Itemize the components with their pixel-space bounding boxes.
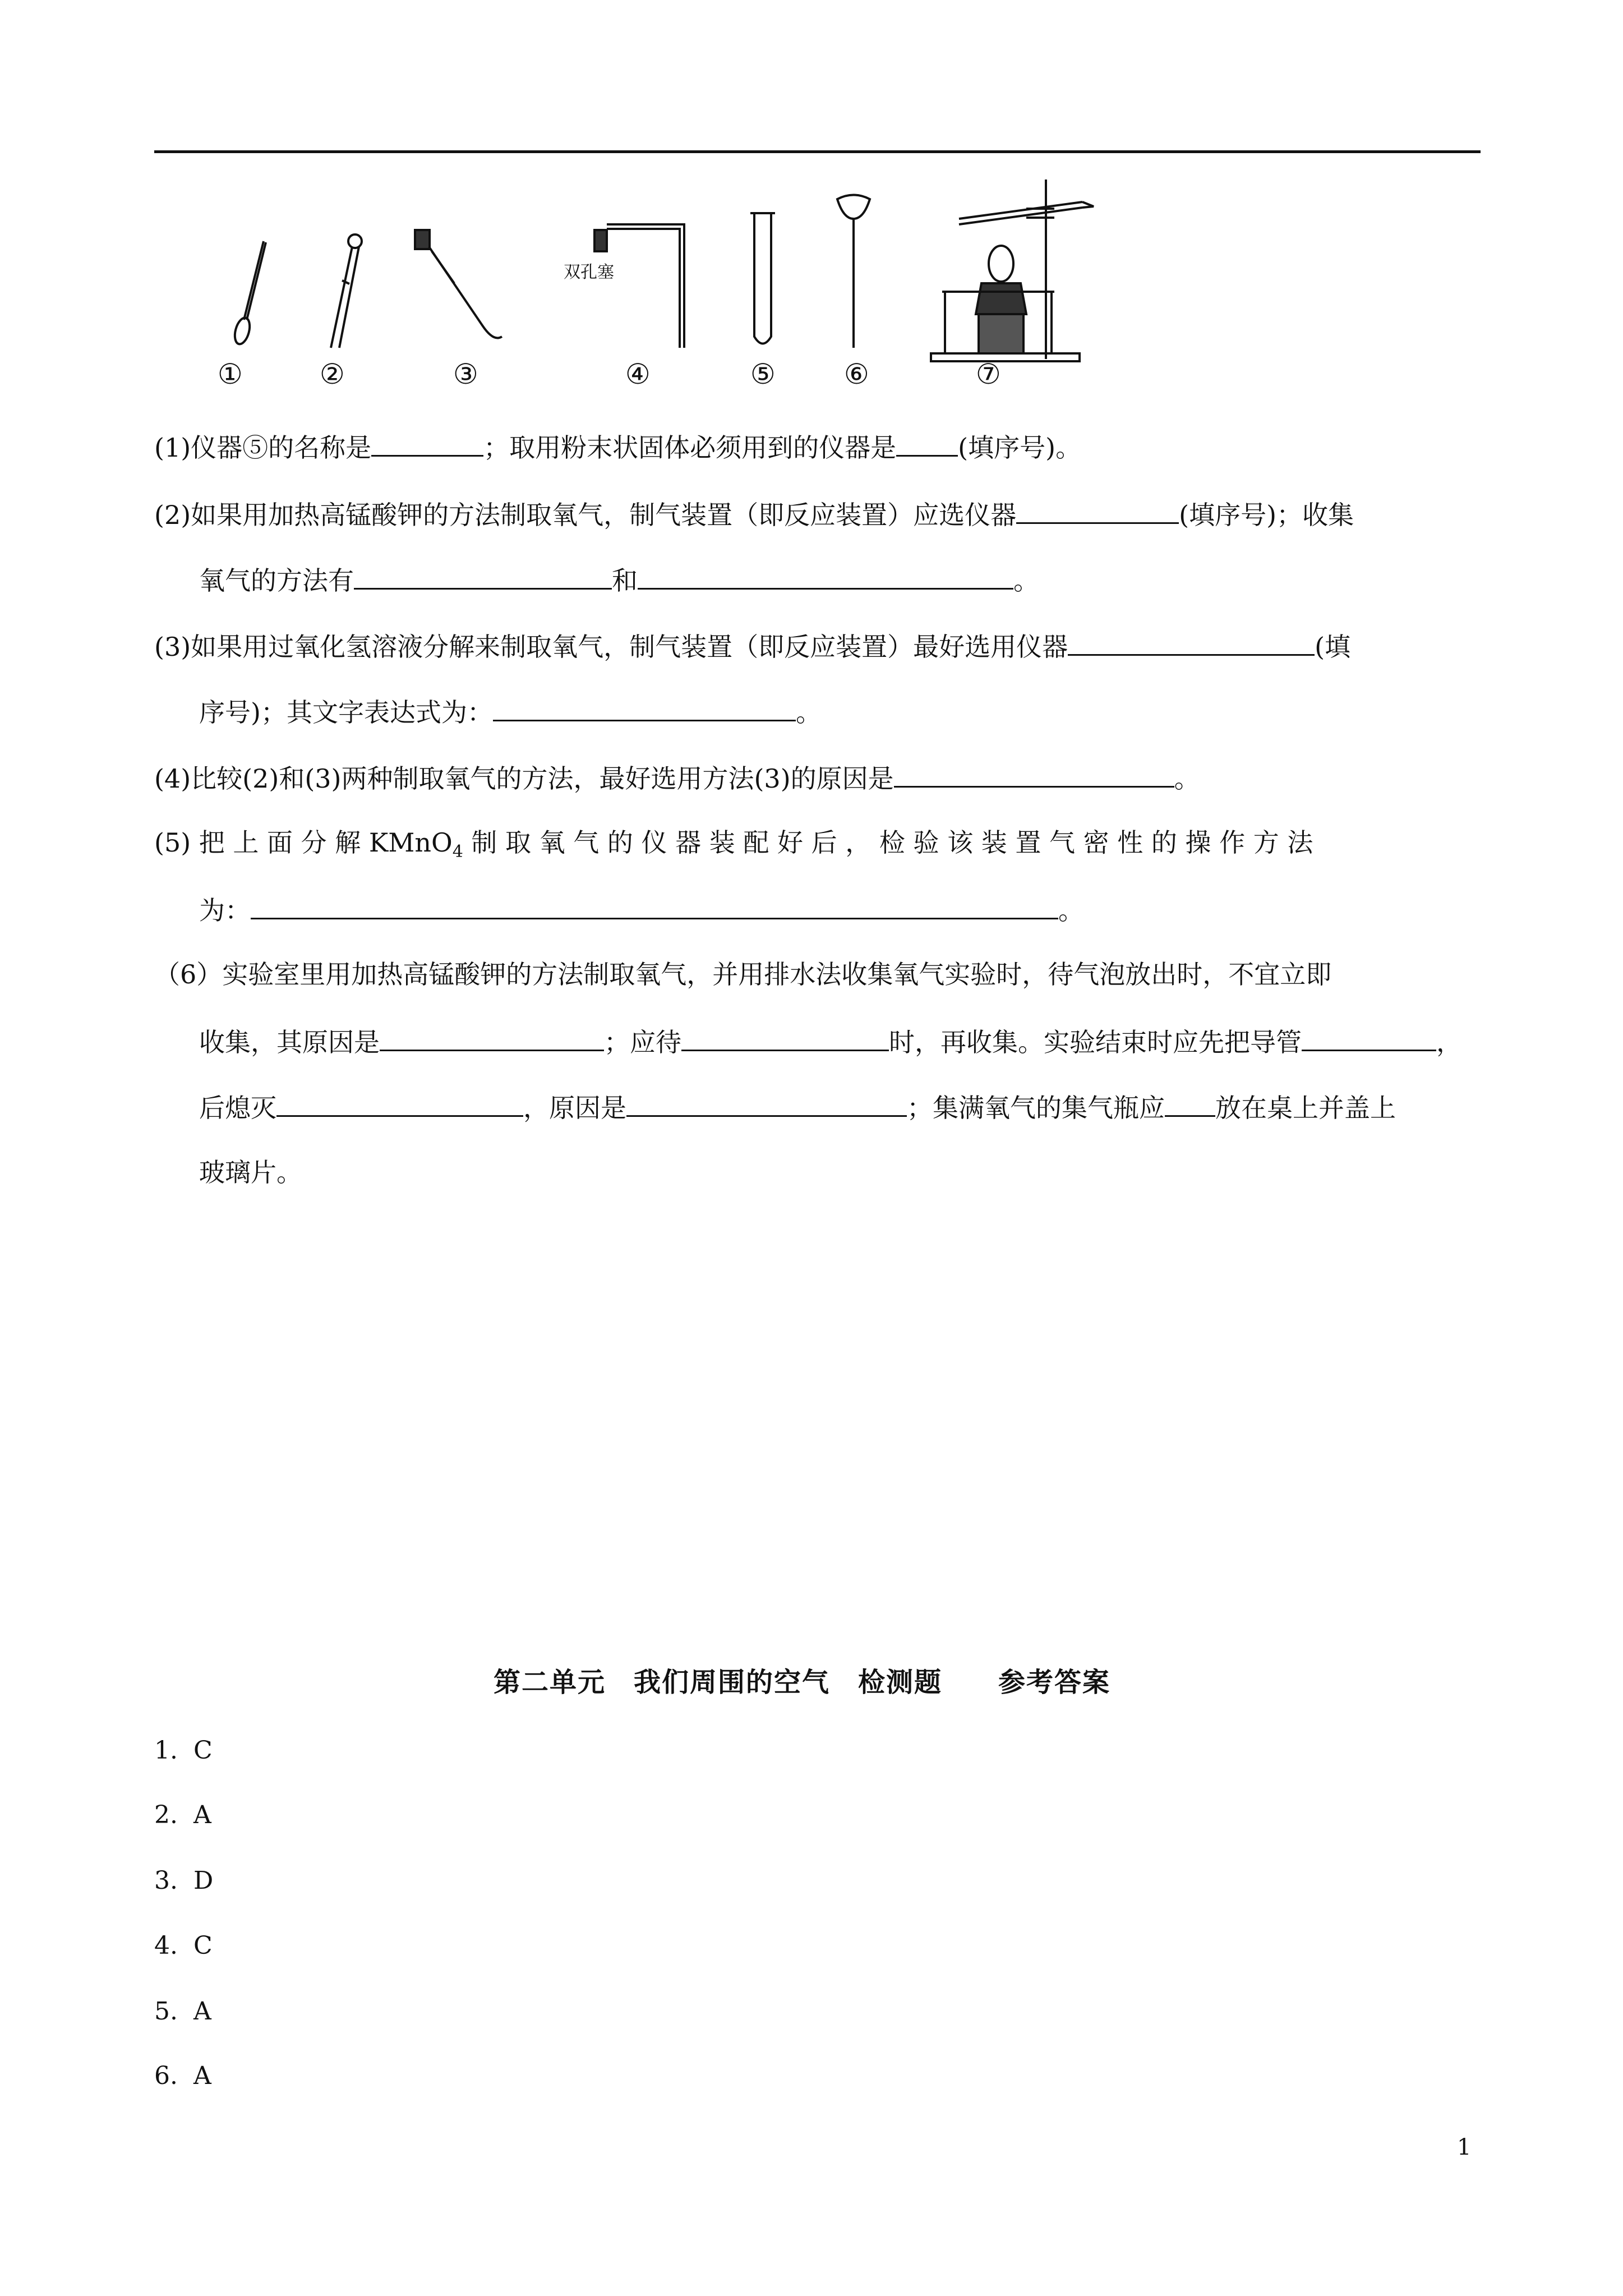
figure-label-2: ② xyxy=(320,358,345,390)
question-6-line-1 xyxy=(154,958,1331,991)
q4-blank-1[interactable] xyxy=(894,760,1174,788)
test-tube-icon xyxy=(750,213,775,344)
answer-item-1: 1. C xyxy=(154,1736,213,1765)
answer-item-3: 3. D xyxy=(154,1866,214,1895)
q3-text-a: (3)如果用过氧化氢溶液分解来制取氧气，制气装置（即反应装置）最好选用仪器 xyxy=(154,632,1068,662)
q6-text-a: （6）实验室里用加热高锰酸钾的方法制取氧气，并用排水法收集氧气实验时，待气泡放出时，不宜立即 xyxy=(154,959,1332,990)
answer-item-4: 4. C xyxy=(154,1931,213,1960)
q6-text-b: 收集，其原因是 xyxy=(199,1027,380,1057)
question-6-line-4 xyxy=(199,1156,302,1189)
combustion-spoon-icon xyxy=(415,230,502,338)
stopper-caption: 双孔塞 xyxy=(564,263,614,282)
q6-text-j: 玻璃片。 xyxy=(199,1157,302,1188)
q6-text-c: ；应待 xyxy=(604,1027,681,1057)
q5-subscript: 4 xyxy=(452,842,463,862)
header-rule xyxy=(154,150,1481,153)
crucible-tongs-icon xyxy=(331,234,362,348)
q5-text-c: 为： xyxy=(199,895,251,926)
q2-text-d: 和 xyxy=(612,565,638,596)
q6-text-g: ，原因是 xyxy=(523,1093,626,1123)
q3-blank-1[interactable] xyxy=(1068,628,1315,656)
answers-title: 第二单元 我们周围的空气 检测题 参考答案 xyxy=(494,1667,1111,1698)
q6-blank-3[interactable] xyxy=(1302,1024,1436,1051)
q6-blank-6[interactable] xyxy=(1165,1089,1215,1117)
q2-text-a: (2)如果用加热高锰酸钾的方法制取氧气，制气装置（即反应装置）应选仪器 xyxy=(154,500,1017,530)
q6-text-e: ， xyxy=(1436,1027,1462,1057)
q4-text-b: 。 xyxy=(1174,763,1200,794)
q5-text-a: (5) 把 上 面 分 解 KMnO xyxy=(154,827,453,858)
apparatus-figure xyxy=(191,168,1144,393)
q3-text-d: 。 xyxy=(795,697,822,728)
question-6-line-3 xyxy=(199,1089,1396,1125)
question-6-line-2 xyxy=(199,1024,1462,1059)
q3-text-c: 序号)；其文字表达式为： xyxy=(199,697,493,728)
q1-text-a: (1)仪器⑤的名称是 xyxy=(154,432,372,463)
q5-text-d: 。 xyxy=(1058,895,1084,926)
answer-item-2: 2. A xyxy=(154,1801,211,1829)
question-3-line-2 xyxy=(199,694,822,729)
question-4 xyxy=(154,760,1200,795)
question-2-line-1 xyxy=(154,496,1354,532)
medicine-spoon-icon xyxy=(232,241,266,346)
q1-text-b: ；取用粉末状固体必须用到的仪器是 xyxy=(483,432,897,463)
q2-text-b: (填序号)；收集 xyxy=(1179,500,1354,530)
question-1 xyxy=(154,429,1081,464)
q2-text-e: 。 xyxy=(1013,565,1039,596)
q2-text-c: 氧气的方法有 xyxy=(199,565,354,596)
q6-blank-1[interactable] xyxy=(380,1024,604,1051)
q6-blank-2[interactable] xyxy=(681,1024,889,1051)
figure-label-1: ① xyxy=(218,358,243,390)
q5-blank-1[interactable] xyxy=(251,892,1058,919)
q6-text-d: 时，再收集。实验结束时应先把导管 xyxy=(889,1027,1302,1057)
q1-text-c: (填序号)。 xyxy=(958,432,1082,463)
question-2-line-2 xyxy=(199,562,1039,597)
answer-item-5: 5. A xyxy=(154,1997,211,2026)
figure-label-3: ③ xyxy=(453,358,478,390)
q4-text-a: (4)比较(2)和(3)两种制取氧气的方法，最好选用方法(3)的原因是 xyxy=(154,763,894,794)
q6-text-f: 后熄灭 xyxy=(199,1093,276,1123)
figure-label-5: ⑤ xyxy=(750,358,776,390)
question-3-line-1 xyxy=(154,628,1350,664)
heating-apparatus-icon xyxy=(931,180,1094,361)
q2-blank-1[interactable] xyxy=(1016,496,1179,524)
q2-blank-2[interactable] xyxy=(354,562,612,590)
q6-text-i: 放在桌上并盖上 xyxy=(1215,1093,1396,1123)
q1-blank-1[interactable] xyxy=(371,429,483,457)
q3-blank-2[interactable] xyxy=(493,694,796,721)
page-number: 1 xyxy=(1457,2134,1472,2160)
question-5-line-2 xyxy=(199,892,1084,927)
answer-item-6: 6. A xyxy=(154,2062,211,2090)
q1-blank-2[interactable] xyxy=(896,429,958,457)
funnel-icon xyxy=(837,195,870,348)
figure-label-6: ⑥ xyxy=(844,358,869,390)
q6-blank-4[interactable] xyxy=(276,1089,523,1117)
q6-blank-5[interactable] xyxy=(626,1089,907,1117)
q2-blank-3[interactable] xyxy=(638,562,1013,590)
question-5-line-1 xyxy=(154,826,1313,869)
q6-text-h: ；集满氧气的集气瓶应 xyxy=(907,1093,1165,1123)
q3-text-b: (填 xyxy=(1315,632,1351,662)
stopper-tube-icon xyxy=(564,224,684,348)
figure-label-4: ④ xyxy=(625,358,651,390)
figure-label-7: ⑦ xyxy=(976,358,1001,390)
q5-text-b: 制 取 氧 气 的 仪 器 装 配 好 后 ， 检 验 该 装 置 气 密 性 的 操 作 方 法 xyxy=(463,827,1313,858)
